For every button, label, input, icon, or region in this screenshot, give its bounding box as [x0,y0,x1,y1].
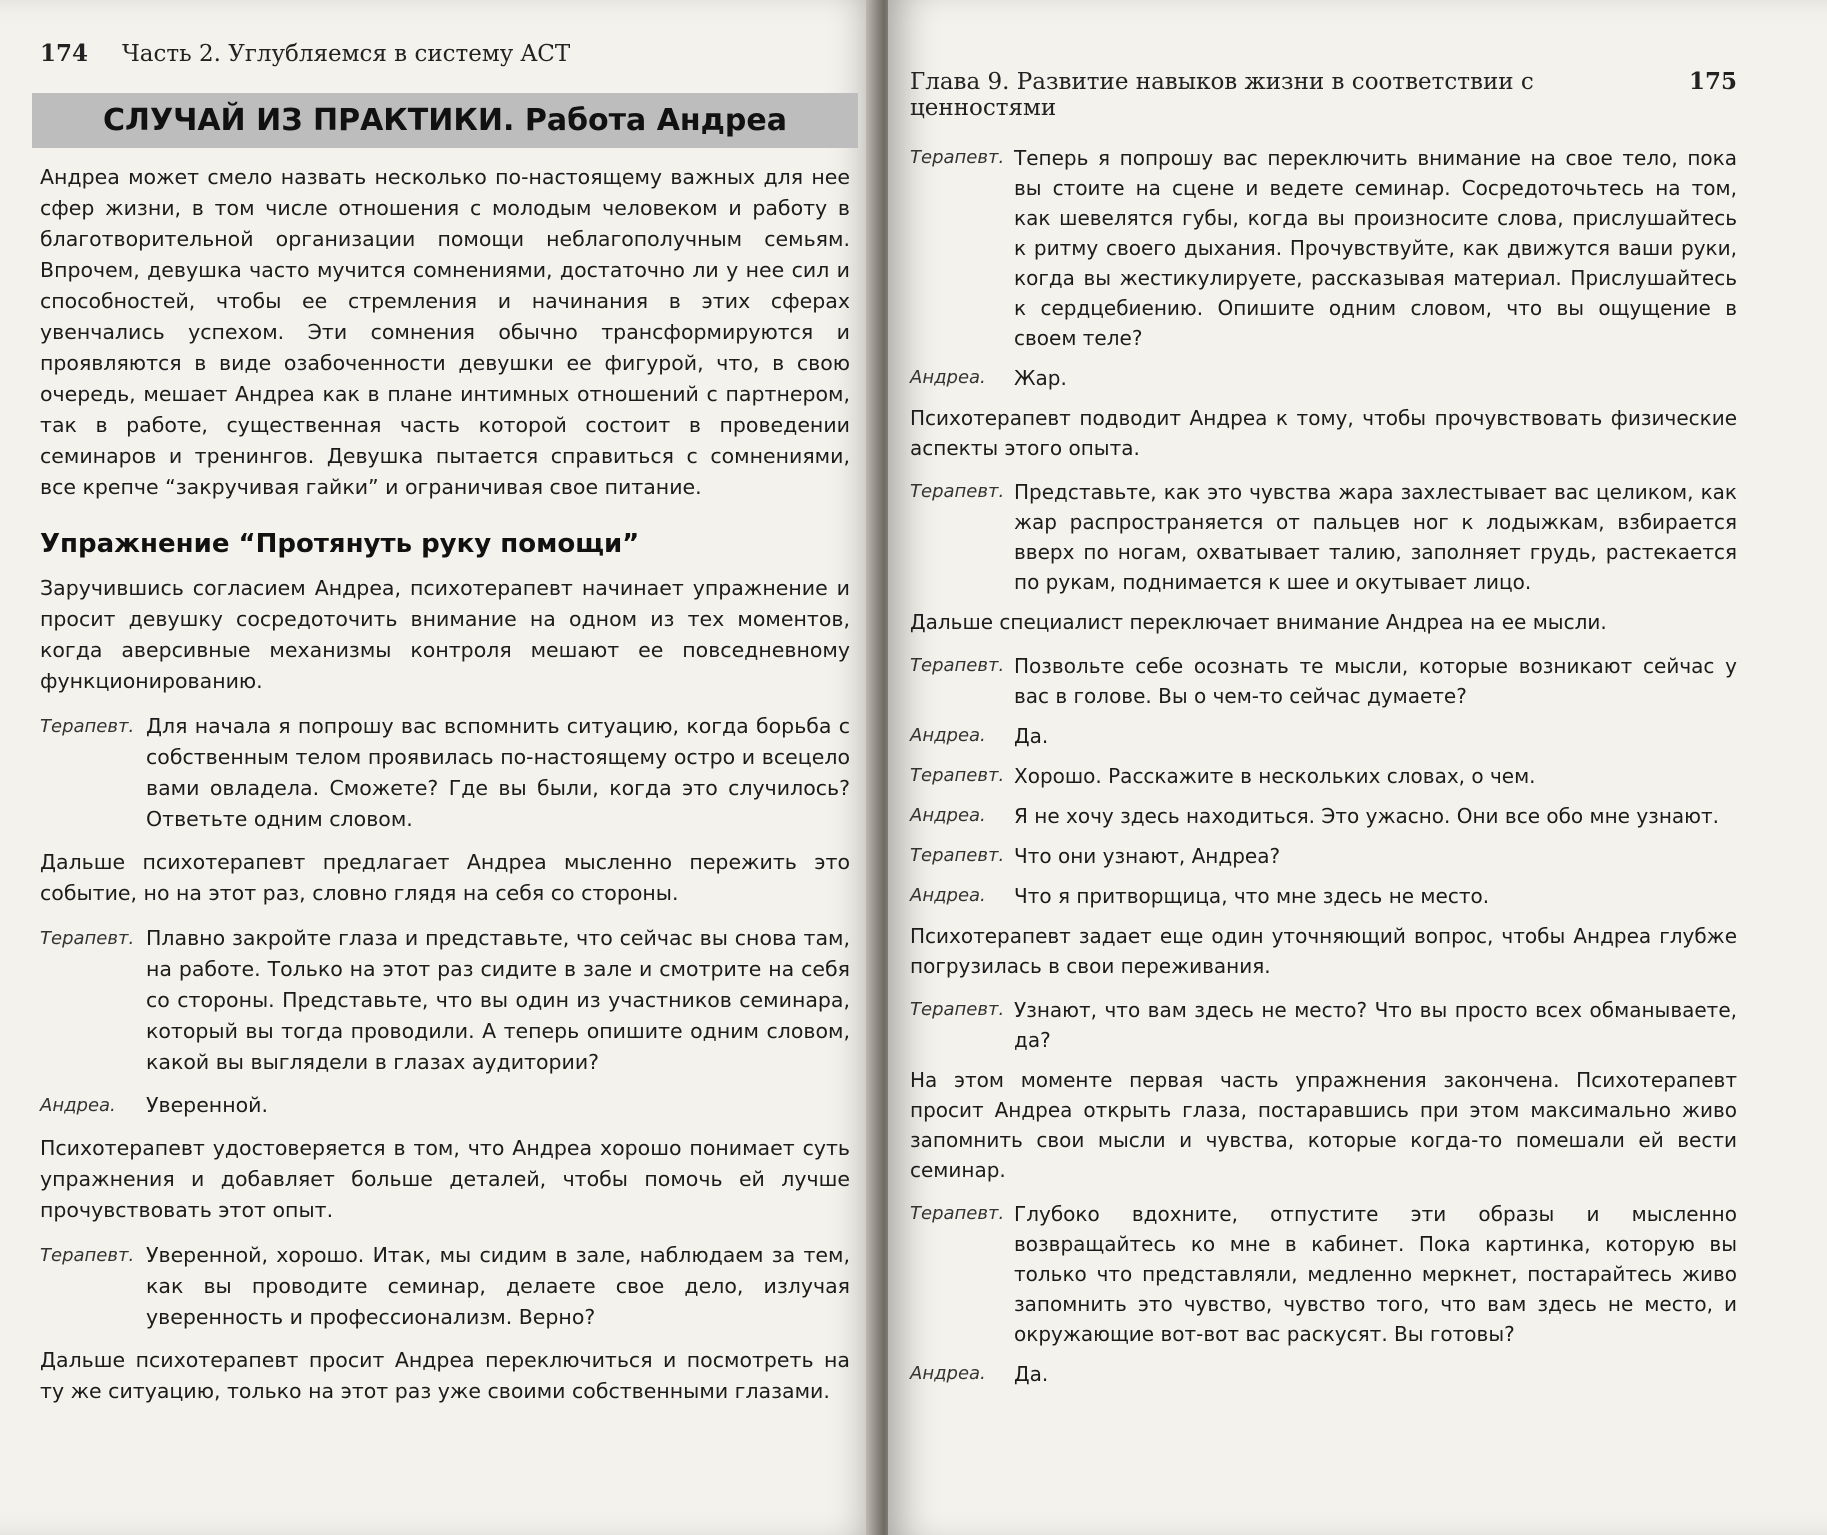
running-head-title-left: Часть 2. Углубляемся в систему ACT [122,41,571,67]
speech-text: Для начала я попрошу вас вспомнить ситуацию, когда борьба с собственным телом проявилась по-настоящему остро и всецело вами овладела. Сможете? Где вы были, когда это случилось? Ответьте одним словом. [146,714,850,831]
dialogue-turn [40,711,850,835]
speaker-label: Андреа. [910,885,986,906]
speech-text: Узнают, что вам здесь не место? Что вы просто всех обманываете, да? [1014,998,1737,1052]
intro-paragraph: Андреа может смело назвать несколько по-настоящему важных для нее сфер жизни, в том числе отношения с молодым человеком и работу в благотворительной организации помощи неблагополучным семьям. Впрочем, девушка часто мучится сомнениями, достаточно ли у нее сил и способностей, чтобы ее стремления и начинания в этих сферах увенчались успехом. Эти сомнения обычно трансформируются и проявляются в виде озабоченности девушки ее фигурой, что, в свою очередь, мешает Андреа как в плане интимных отношений с партнером, так в работе, существенная часть которой состоит в проведении семинаров и тренингов. Девушка пытается справиться с сомнениями, все крепче “закручивая гайки” и ограничивая свое питание. [40,165,850,499]
speech-text: Что я притворщица, что мне здесь не место. [1014,884,1490,908]
narration-paragraph: Дальше психотерапевт предлагает Андреа мысленно пережить это событие, но на этот раз, словно глядя на себя со стороны. [40,850,850,905]
speaker-label: Терапевт. [40,928,135,949]
narration-paragraph: Психотерапевт задает еще один уточняющий вопрос, чтобы Андреа глубже погрузилась в свои переживания. [910,924,1737,978]
page-number-left: 174 [40,40,89,67]
right-page-body [910,143,1737,1389]
narration-paragraph: Дальше специалист переключает внимание Андреа на ее мысли. [910,610,1607,634]
speaker-label: Терапевт. [40,716,135,737]
narration-paragraph: Дальше психотерапевт просит Андреа переключиться и посмотреть на ту же ситуацию, только на этот раз уже своими собственными глазами. [40,1348,850,1403]
dialogue-turn [910,1359,1737,1389]
speaker-label: Терапевт. [910,1203,1005,1224]
dialogue-turn [910,477,1737,597]
speech-text: Да. [1014,1362,1049,1386]
dialogue-turn [910,721,1737,751]
dialogue-turn [40,1090,850,1121]
speaker-label: Терапевт. [910,655,1005,676]
speech-text: Теперь я попрошу вас переключить внимание на свое тело, пока вы стоите на сцене и ведете семинар. Сосредоточьтесь на том, как шевелятся губы, когда вы произносите слова, прислушайтесь к ритму своего дыхания. Прочувствуйте, как движутся ваши руки, когда вы жестикулируете, рассказывая материал. Прислушайтесь к сердцебиению. Опишите одним словом, что вы ощущение в своем теле? [1014,146,1737,350]
speaker-label: Терапевт. [910,999,1005,1020]
speaker-label: Андреа. [910,367,986,388]
speaker-label: Терапевт. [40,1245,135,1266]
speaker-label: Терапевт. [910,765,1005,786]
narration-paragraph: На этом моменте первая часть упражнения закончена. Психотерапевт просит Андреа открыть глаза, постаравшись при этом максимально живо запомнить свои мысли и чувства, которые когда-то помешали ей вести семинар. [910,1068,1737,1182]
dialogue-turn [910,801,1737,831]
speaker-label: Андреа. [910,725,986,746]
speech-text: Глубоко вдохните, отпустите эти образы и мысленно возвращайтесь ко мне в кабинет. Пока картинка, которую вы только что представляли, медленно меркнет, постарайтесь живо запомнить это чувство, чувство того, что вам здесь не место, и окружающие вот-вот вас раскусят. Вы готовы? [1014,1202,1737,1346]
speech-text: Я не хочу здесь находиться. Это ужасно. Они все обо мне узнают. [1014,804,1719,828]
speech-text: Что они узнают, Андреа? [1014,844,1281,868]
speaker-label: Терапевт. [910,147,1005,168]
case-title-banner: СЛУЧАЙ ИЗ ПРАКТИКИ. Работа Андреа [32,93,858,148]
speaker-label: Терапевт. [910,845,1005,866]
left-page-body [40,162,850,1407]
dialogue-turn [40,923,850,1078]
speech-text: Хорошо. Расскажите в нескольких словах, о чем. [1014,764,1536,788]
speech-text: Да. [1014,724,1049,748]
speech-text: Плавно закройте глаза и представьте, что сейчас вы снова там, на работе. Только на этот раз сидите в зале и смотрите на себя со стороны. Представьте, что вы один из участников семинара, который вы тогда проводили. А теперь опишите одним словом, какой вы выглядели в глазах аудитории? [146,926,850,1074]
speaker-label: Андреа. [910,805,986,826]
dialogue-turn [910,1199,1737,1349]
narration-paragraph: Психотерапевт подводит Андреа к тому, чтобы прочувствовать физические аспекты этого опыта. [910,406,1737,460]
dialogue-turn [910,881,1737,911]
speech-text: Представьте, как это чувства жара захлестывает вас целиком, как жар распространяется от пальцев ног к лодыжкам, взбирается вверх по ногам, охватывает талию, заполняет грудь, растекается по рукам, поднимается к шее и окутывает лицо. [1014,480,1737,594]
narration-paragraph: Заручившись согласием Андреа, психотерапевт начинает упражнение и просит девушку сосредоточить внимание на одном из тех моментов, когда аверсивные механизмы контроля мешают ее повседневному функционированию. [40,576,850,693]
page-number-right: 175 [1688,68,1737,95]
running-head-title-right: Глава 9. Развитие навыков жизни в соответствии с ценностями [910,69,1534,121]
speech-text: Уверенной. [146,1093,268,1117]
dialogue-turn [910,995,1737,1055]
dialogue-turn [910,761,1737,791]
right-page [888,0,1827,1535]
dialogue-turn [910,841,1737,871]
dialogue-turn [910,651,1737,711]
narration-paragraph: Психотерапевт удостоверяется в том, что Андреа хорошо понимает суть упражнения и добавляет больше деталей, чтобы помочь ей лучше прочувствовать этот опыт. [40,1136,850,1222]
speech-text: Уверенной, хорошо. Итак, мы сидим в зале, наблюдаем за тем, как вы проводите семинар, делаете свое дело, излучая уверенность и профессионализм. Верно? [146,1243,850,1329]
dialogue-turn [40,1240,850,1333]
dialogue-turn [910,363,1737,393]
left-running-head [40,40,850,67]
speaker-label: Терапевт. [910,481,1005,502]
speaker-label: Андреа. [910,1363,986,1384]
dialogue-turn [910,143,1737,353]
right-running-head [910,68,1737,121]
speaker-label: Андреа. [40,1095,116,1116]
exercise-heading: Упражнение “Протянуть руку помощи” [40,529,640,559]
left-page [0,0,880,1535]
speech-text: Позвольте себе осознать те мысли, которые возникают сейчас у вас в голове. Вы о чем-то сейчас думаете? [1014,654,1737,708]
speech-text: Жар. [1014,366,1067,390]
